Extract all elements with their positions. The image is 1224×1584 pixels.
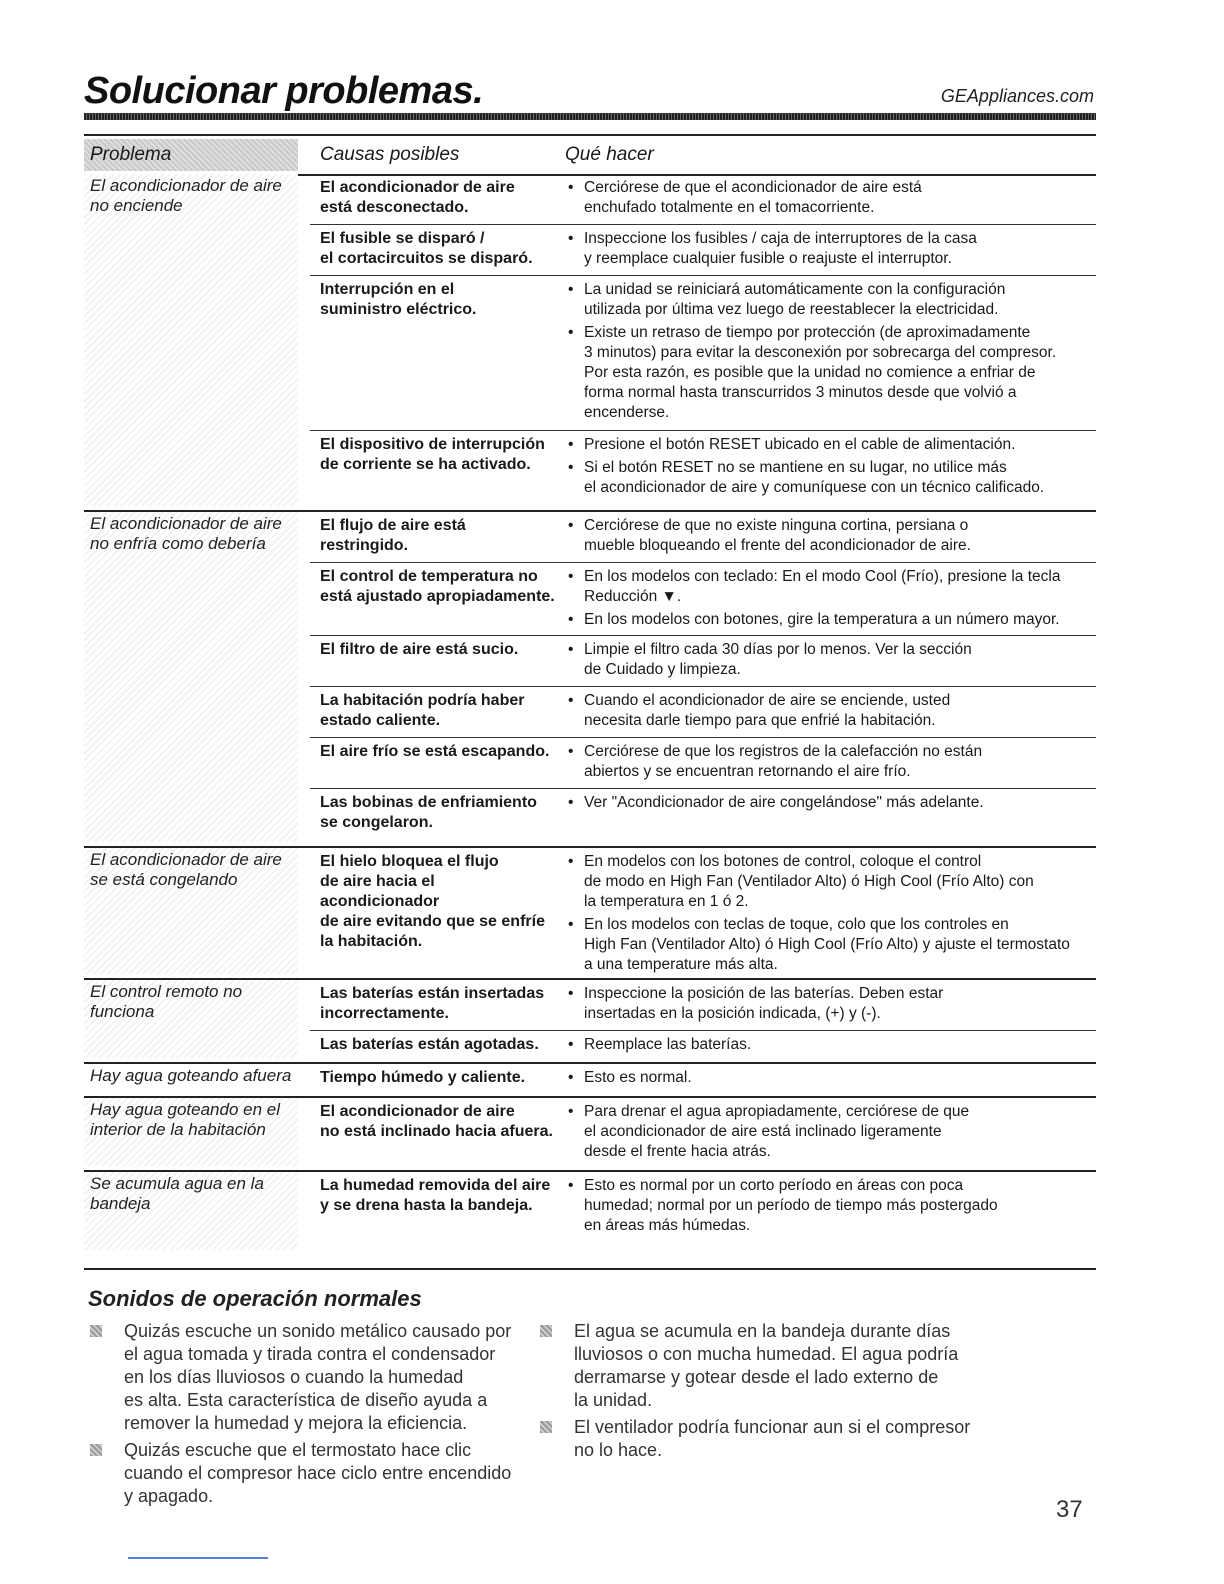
table-row bbox=[310, 431, 1096, 507]
cause-text: Las baterías están insertadas incorrectamente. bbox=[320, 985, 545, 1022]
square-bullet-icon bbox=[90, 1444, 102, 1456]
table-row bbox=[310, 738, 1096, 789]
problem-cell bbox=[84, 980, 298, 1058]
problem-label: Se acumula agua en la bandeja bbox=[90, 1174, 264, 1213]
fix-item: • Existe un retraso de tiempo por protección (de aproximadamente 3 minutos) para evitar la desconexión por sobrecarga del compresor. Por esta razón, es posible que la unidad no comience a enfriar de forma normal hasta transcurridos 3 minutos desde que volvió a encenderse. bbox=[568, 323, 1096, 423]
problem-group bbox=[84, 512, 1096, 848]
sounds-right-column bbox=[536, 1320, 996, 1466]
sound-item bbox=[86, 1439, 526, 1508]
problem-cell bbox=[84, 1064, 298, 1092]
fix-list bbox=[568, 852, 1096, 978]
square-bullet-icon bbox=[540, 1421, 552, 1433]
fix-item: • Presione el botón RESET ubicado en el cable de alimentación. bbox=[568, 435, 1096, 455]
fix-item: • La unidad se reiniciará automáticamente con la configuración utilizada por última vez luego de reestablecer la electricidad. bbox=[568, 280, 1096, 320]
problem-label: Hay agua goteando en el interior de la habitación bbox=[90, 1100, 280, 1139]
problem-label: Hay agua goteando afuera bbox=[90, 1066, 292, 1085]
table-row bbox=[310, 848, 1096, 976]
fix-list bbox=[568, 1035, 1096, 1058]
sound-item bbox=[536, 1416, 996, 1462]
problem-cell bbox=[84, 174, 298, 506]
fix-list bbox=[568, 691, 1096, 734]
cause-text: Interrupción en el suministro eléctrico. bbox=[320, 281, 477, 318]
table-header bbox=[84, 136, 1096, 176]
table-row bbox=[310, 563, 1096, 636]
cause-text: Tiempo húmedo y caliente. bbox=[320, 1069, 526, 1086]
table-row bbox=[310, 1098, 1096, 1168]
fix-item: • Cerciórese de que no existe ninguna cortina, persiana o mueble bloqueando el frente del acondicionador de aire. bbox=[568, 516, 1096, 556]
table-row bbox=[310, 1031, 1096, 1060]
fix-list bbox=[568, 567, 1096, 633]
fix-list bbox=[568, 742, 1096, 785]
sound-item bbox=[536, 1320, 996, 1412]
page-title: Solucionar problemas. bbox=[84, 70, 484, 112]
fix-item: • Si el botón RESET no se mantiene en su lugar, no utilice más el acondicionador de aire y comuníquese con un técnico calificado. bbox=[568, 458, 1096, 498]
cause-text: El acondicionador de aire está desconectado. bbox=[320, 179, 515, 216]
sound-text: Quizás escuche que el termostato hace clic cuando el compresor hace ciclo entre encendido y apagado. bbox=[124, 1440, 512, 1506]
table-row bbox=[310, 276, 1096, 431]
square-bullet-icon bbox=[90, 1325, 102, 1337]
problem-label: El acondicionador de aire no enfría como debería bbox=[90, 514, 282, 553]
cause-text: El fusible se disparó / el cortacircuitos se disparó. bbox=[320, 230, 533, 267]
fix-list bbox=[568, 516, 1096, 559]
fix-list bbox=[568, 1176, 1096, 1239]
problem-cell bbox=[84, 1098, 298, 1166]
fix-item: • Inspeccione la posición de las baterías. Deben estar insertadas en la posición indicada, (+) y (-). bbox=[568, 984, 1096, 1024]
sound-text: El ventilador podría funcionar aun si el compresor no lo hace. bbox=[574, 1417, 971, 1460]
fix-item: • Reemplace las baterías. bbox=[568, 1035, 1096, 1055]
header-causes: Causas posibles bbox=[320, 144, 460, 165]
site-url[interactable]: GEAppliances.com bbox=[940, 86, 1094, 106]
problem-cell bbox=[84, 512, 298, 842]
cause-text: El flujo de aire está restringido. bbox=[320, 517, 466, 554]
problem-group bbox=[84, 980, 1096, 1064]
table-row bbox=[310, 789, 1096, 843]
cause-text: Las baterías están agotadas. bbox=[320, 1036, 539, 1053]
fix-item: • Cerciórese de que los registros de la calefacción no están abiertos y se encuentran retornando el aire frío. bbox=[568, 742, 1096, 782]
problem-cell bbox=[84, 1172, 298, 1250]
cause-text: El filtro de aire está sucio. bbox=[320, 641, 519, 658]
cause-text: El hielo bloquea el flujo de aire hacia el acondicionador de aire evitando que se enfríe la habitación. bbox=[320, 853, 545, 950]
problem-group bbox=[84, 1064, 1096, 1098]
fix-item: • En los modelos con teclas de toque, colo que los controles en High Fan (Ventilador Alto) ó High Cool (Frío Alto) y ajuste el termostato a una temperature más alta. bbox=[568, 915, 1096, 975]
sound-item bbox=[86, 1320, 526, 1435]
fix-item: • Inspeccione los fusibles / caja de interruptores de la casa y reemplace cualquier fusible o reajuste el interruptor. bbox=[568, 229, 1096, 269]
table-row bbox=[310, 636, 1096, 687]
fix-item: • Para drenar el agua apropiadamente, cerciórese de que el acondicionador de aire está inclinado ligeramente desde el frente hacia atrás. bbox=[568, 1102, 1096, 1162]
fix-item: • Ver "Acondicionador de aire congelándose" más adelante. bbox=[568, 793, 1096, 813]
cause-text: La humedad removida del aire y se drena hasta la bandeja. bbox=[320, 1177, 551, 1214]
header-problem: Problema bbox=[90, 144, 172, 165]
title-rule bbox=[84, 113, 1096, 120]
problem-group bbox=[84, 1098, 1096, 1172]
square-bullet-icon bbox=[540, 1325, 552, 1337]
fix-item: • Limpie el filtro cada 30 días por lo menos. Ver la sección de Cuidado y limpieza. bbox=[568, 640, 1096, 680]
table-row bbox=[310, 980, 1096, 1031]
header-problem-cell bbox=[84, 139, 298, 171]
troubleshooting-table bbox=[84, 134, 1096, 1234]
page-number: 37 bbox=[1056, 1496, 1083, 1523]
table-row bbox=[310, 1172, 1096, 1252]
fix-list bbox=[568, 280, 1096, 426]
fix-list bbox=[568, 229, 1096, 272]
fix-item: • Cuando el acondicionador de aire se enciende, usted necesita darle tiempo para que enfrié la habitación. bbox=[568, 691, 1096, 731]
sounds-title: Sonidos de operación normales bbox=[88, 1286, 422, 1311]
fix-item: • Esto es normal por un corto período en áreas con poca humedad; normal por un período de tiempo más postergado en áreas más húmedas. bbox=[568, 1176, 1096, 1236]
table-row bbox=[310, 687, 1096, 738]
sounds-rule bbox=[84, 1268, 1096, 1270]
fix-item: • En los modelos con teclado: En el modo Cool (Frío), presione la tecla Reducción ▼. bbox=[568, 567, 1096, 607]
fix-list bbox=[568, 178, 1096, 221]
problem-group bbox=[84, 1172, 1096, 1254]
problem-label: El acondicionador de aire no enciende bbox=[90, 176, 282, 215]
fix-list bbox=[568, 984, 1096, 1027]
header-todo: Qué hacer bbox=[565, 144, 654, 165]
problem-cell bbox=[84, 848, 298, 974]
cause-text: El dispositivo de interrupción de corriente se ha activado. bbox=[320, 436, 545, 473]
cause-text: La habitación podría haber estado caliente. bbox=[320, 692, 525, 729]
sound-text: El agua se acumula en la bandeja durante días lluviosos o con mucha humedad. El agua podría derramarse y gotear desde el lado externo de la unidad. bbox=[574, 1321, 959, 1410]
fix-item: • En los modelos con botones, gire la temperatura a un número mayor. bbox=[568, 610, 1096, 630]
problem-label: El control remoto no funciona bbox=[90, 982, 243, 1021]
problem-group bbox=[84, 174, 1096, 512]
sound-text: Quizás escuche un sonido metálico causado por el agua tomada y tirada contra el condensador en los días lluviosos o cuando la humedad es alta. Esta característica de diseño ayuda a remover la humedad y mejora la eficiencia. bbox=[124, 1321, 512, 1433]
fix-list bbox=[568, 1068, 1096, 1091]
fix-list bbox=[568, 793, 1096, 816]
fix-item: • Esto es normal. bbox=[568, 1068, 1096, 1088]
table-row bbox=[310, 225, 1096, 276]
cause-text: El control de temperatura no está ajustado apropiadamente. bbox=[320, 568, 555, 605]
cause-text: Las bobinas de enfriamiento se congelaron. bbox=[320, 794, 537, 831]
footer-link-underline bbox=[128, 1557, 268, 1559]
table-row bbox=[310, 512, 1096, 563]
problem-group bbox=[84, 848, 1096, 980]
fix-item: • En modelos con los botones de control, coloque el control de modo en High Fan (Ventilador Alto) ó High Cool (Frío Alto) con la temperatura en 1 ó 2. bbox=[568, 852, 1096, 912]
fix-list bbox=[568, 1102, 1096, 1165]
table-row bbox=[310, 174, 1096, 225]
problem-label: El acondicionador de aire se está congelando bbox=[90, 850, 282, 889]
fix-item: • Cerciórese de que el acondicionador de aire está enchufado totalmente en el tomacorriente. bbox=[568, 178, 1096, 218]
table-row bbox=[310, 1064, 1096, 1094]
cause-text: El acondicionador de aire no está inclinado hacia afuera. bbox=[320, 1103, 553, 1140]
sounds-left-column bbox=[86, 1320, 526, 1512]
fix-list bbox=[568, 435, 1096, 501]
cause-text: El aire frío se está escapando. bbox=[320, 743, 550, 760]
fix-list bbox=[568, 640, 1096, 683]
